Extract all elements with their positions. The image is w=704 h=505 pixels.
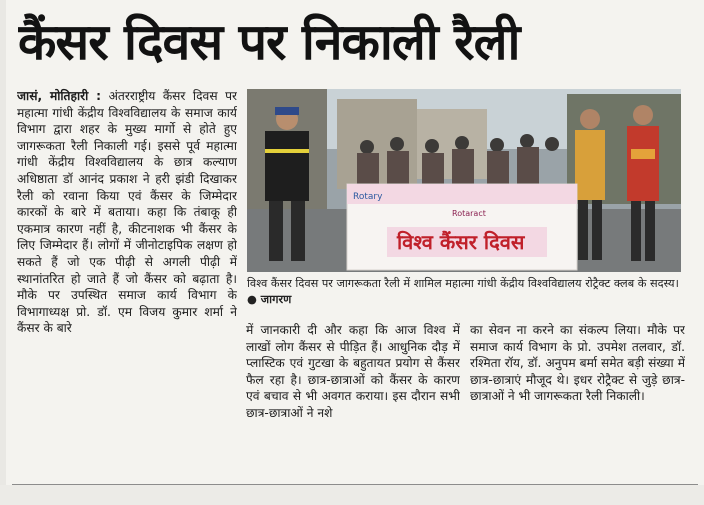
dateline: जासं, मोतिहारी : [17, 89, 102, 103]
photo-caption [247, 276, 681, 312]
banner-rotary-text: Rotary [353, 192, 383, 202]
article-column-3: का सेवन ना करने का संकल्प लिया। मौके पर समाज कार्य विभाग के प्रो. उपमेश तलवार, डॉ. रश्मिता रॉय, डॉ. अनुपम बर्मा समेत बड़ी संख्या में छात्र-छात्राएं मौजूद थे। इधर रोट्रैक्ट से जुड़े छात्र-छात्राओं ने भी जागरूकता रैली निकाली। [470, 323, 685, 404]
caption-text: विश्व कैंसर दिवस पर जागरूकता रैली में शामिल महात्मा गांधी केंद्रीय विश्वविद्यालय रोट्रैक्ट क्लब के सदस्य। [247, 277, 679, 290]
headline: कैंसर दिवस पर निकाली रैली [18, 13, 520, 71]
news-photo [247, 89, 681, 272]
column-1-text: अंतरराष्ट्रीय कैंसर दिवस पर महात्मा गांधी केंद्रीय विश्वविद्यालय के समाज कार्य विभाग द्वारा शहर के मुख्य मार्गो से होते हुए जागरूकता रैली निकाली गई। इससे पूर्व महात्मा गांधी केंद्रीय विश्वविद्यालय के छात्र कल्याण अधिष्ठाता डॉ आनंद प्रकाश ने हरी झंडी दिखाकर रैली को रवाना किया एवं कैंसर के जिम्मेदार कारकों के बारे में बताया। कहा कि तंबाकू ही एकमात्र कारण नहीं है, कीटनाशक भी कैंसर के लिए जिम्मेदार हैं। लोगों में जीनोटाइपिक लक्षण हो सकते हैं जो एक पीढ़ी से अगली पीढ़ी में स्थानांतरित हो जाते हैं जो कैंसर को बढ़ाता है। मौके पर उपस्थित समाज कार्य विभाग के विभागाध्यक्ष प्रो. डॉ. एम विजय कुमार शर्मा ने कैंसर के बारे [17, 89, 237, 336]
rally-photo-illustration [247, 89, 681, 272]
banner-rotaract-text: Rotaract [452, 209, 486, 218]
page-margin [0, 0, 6, 505]
article-column-1 [17, 88, 237, 473]
banner-title-text: विश्व कैंसर दिवस [397, 230, 525, 254]
page-footer-margin [0, 485, 704, 505]
article-column-2: में जानकारी दी और कहा कि आज विश्व में लाखों लोग कैंसर से पीड़ित हैं। आधुनिक दौड़ में प्लास्टिक एवं गुटखा के बहुतायत प्रयोग से कैंसर फैल रहा है। छात्र-छात्राओं को कैंसर के कारण एवं बचाव से भी अवगत कराया। इस दौरान सभी छात्र-छात्राओं ने नशे [246, 323, 460, 420]
photo-credit: ● जागरण [247, 293, 292, 306]
